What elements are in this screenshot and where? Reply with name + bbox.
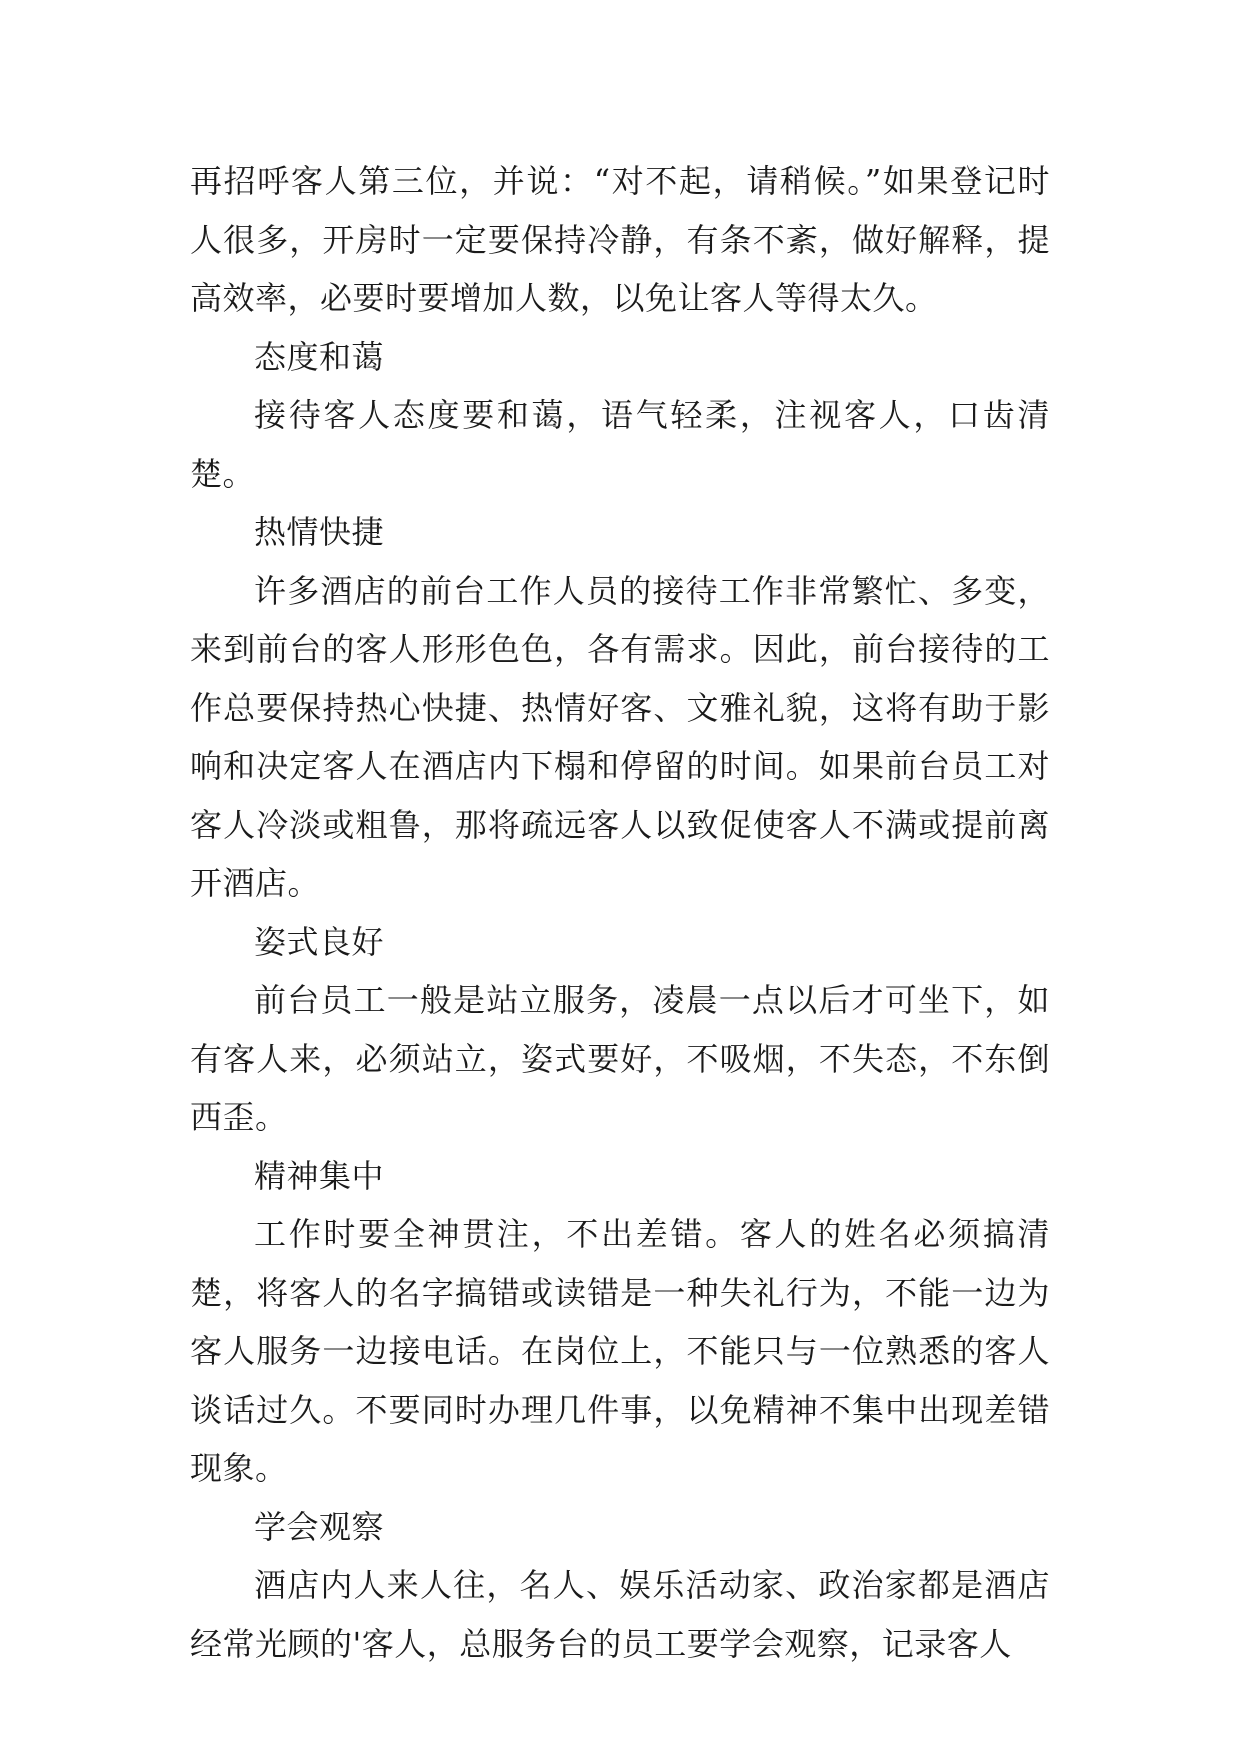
- paragraph-attitude: 接待客人态度要和蔼，语气轻柔，注视客人，口齿清楚。: [190, 396, 1050, 493]
- paragraph-concentration: 工作时要全神贯注，不出差错。客人的姓名必须搞清楚，将客人的名字搞错或读错是一种失礼行为，不能一边为客人服务一边接电话。在岗位上，不能只与一位熟悉的客人谈话过久。不要同时办理几件事，以免精神不集中出现差错现象。: [190, 1215, 1050, 1487]
- document-body: [190, 152, 1050, 1673]
- section-heading-observation: 学会观察: [254, 1507, 385, 1546]
- section-heading-concentration: 精神集中: [254, 1156, 385, 1195]
- section-heading-enthusiasm: 热情快捷: [254, 513, 385, 551]
- paragraph-intro-continuation: 再招呼客人第三位，并说：“对不起，请稍候。”如果登记时人很多，开房时一定要保持冷静，有条不紊，做好解释，提高效率，必要时要增加人数，以免让客人等得太久。: [190, 162, 1050, 317]
- paragraph-observation: 酒店内人来人往，名人、娱乐活动家、政治家都是酒店经常光顾的'客人，总服务台的员工要学会观察，记录客人: [190, 1566, 1050, 1663]
- section-heading-posture: 姿式良好: [254, 922, 385, 961]
- paragraph-enthusiasm: 许多酒店的前台工作人员的接待工作非常繁忙、多变，来到前台的客人形形色色，各有需求。因此，前台接待的工作总要保持热心快捷、热情好客、文雅礼貌，这将有助于影响和决定客人在酒店内下榻和停留的时间。如果前台员工对客人冷淡或粗鲁，那将疏远客人以致促使客人不满或提前离开酒店。: [190, 571, 1050, 902]
- paragraph-posture: 前台员工一般是站立服务，凌晨一点以后才可坐下，如有客人来，必须站立，姿式要好，不吸烟，不失态，不东倒西歪。: [190, 981, 1050, 1136]
- section-heading-attitude: 态度和蔼: [254, 337, 385, 376]
